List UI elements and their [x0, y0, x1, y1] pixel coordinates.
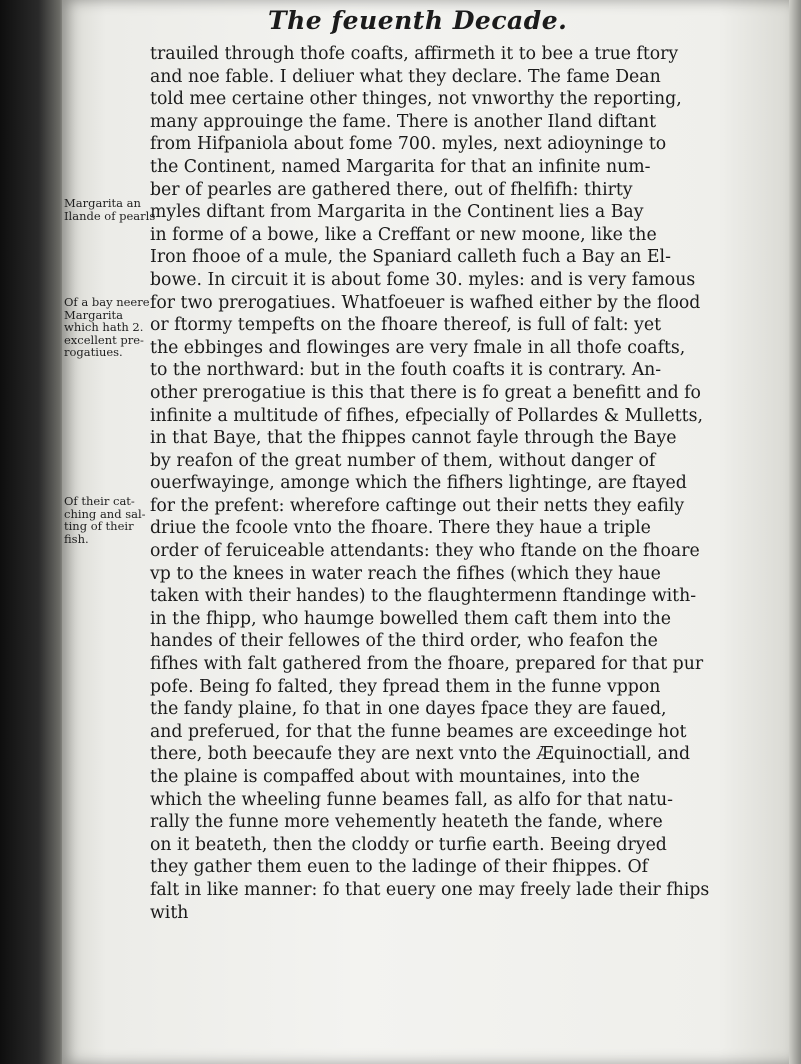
text-line: by reafon of the great number of them, without danger of: [150, 450, 656, 471]
margin-note-fish: [64, 495, 156, 545]
running-head: The feuenth Decade.: [268, 6, 568, 35]
text-line: bowe. In circuit it is about fome 30. myles: and is very famous: [150, 269, 696, 290]
book-gutter: [0, 0, 70, 1064]
text-line: in forme of a bowe, like a Creffant or new moone, like the: [150, 224, 657, 245]
text-line: many approuinge the fame. There is another Iland diftant: [150, 111, 657, 132]
text-line: for two prerogatiues. Whatfoeuer is wafhed either by the flood: [150, 292, 701, 313]
text-line: for the prefent: wherefore caftinge out their netts they eafily: [150, 495, 685, 516]
margin-note-margarita: [64, 197, 156, 222]
text-line: infinite a multitude of fifhes, efpecially of Pollardes & Mulletts,: [150, 405, 703, 426]
text-line: the plaine is compaffed about with mountaines, into the: [150, 767, 640, 787]
text-line: the ebbinges and flowinges are very fmale in all thofe coafts,: [150, 337, 686, 358]
margin-note-line: Margarita an: [64, 196, 141, 210]
text-line: the fandy plaine, fo that in one dayes fpace they are faued,: [150, 699, 667, 720]
text-line: ber of pearles are gathered there, out of fhelfifh: thirty: [150, 179, 633, 200]
text-line: there, both beecaufe they are next vnto the Æquinoctiall, and: [150, 744, 691, 765]
margin-note-line: Of their cat-: [64, 494, 135, 508]
margin-note-line: excellent pre-: [64, 332, 144, 347]
margin-note-line: fish.: [64, 531, 89, 546]
text-line: vp to the knees in water reach the fifhes (which they haue: [150, 563, 661, 584]
text-line: they gather them euen to the ladinge of their fhippes. Of: [150, 857, 649, 878]
text-line: with: [150, 902, 189, 923]
text-line: and noe fable. I deliuer what they declare. The fame Dean: [150, 66, 661, 87]
margin-note-bay: [64, 296, 156, 359]
text-line: told mee certaine other thinges, not vnworthy the reporting,: [150, 89, 682, 110]
margin-note-line: Margarita: [64, 307, 123, 322]
margin-note-line: Of a bay neere: [64, 295, 150, 309]
margin-note-line: Ilande of pearls: [64, 208, 156, 223]
text-line: trauiled through thofe coafts, affirmeth it to bee a true ftory: [150, 44, 679, 64]
text-line: in the fhipp, who haumge bowelled them caft them into the: [150, 608, 671, 629]
text-line: pofe. Being fo falted, they fpread them in the funne vppon: [150, 676, 661, 697]
text-line: rally the funne more vehemently heateth the fande, where: [150, 812, 663, 833]
text-line: handes of their fellowes of the third order, who feafon the: [150, 631, 658, 652]
text-line: to the northward: but in the fouth coafts it is contrary. An-: [150, 360, 662, 381]
margin-note-line: ting of their: [64, 519, 134, 533]
text-line: the Continent, named Margarita for that an infinite num-: [150, 156, 651, 177]
text-line: falt in like manner: fo that euery one may freely lade their fhips: [150, 879, 710, 900]
text-line: driue the fcoole vnto the fhoare. There they haue a triple: [150, 518, 651, 539]
text-line: or ftormy tempefts on the fhoare thereof, is full of falt: yet: [150, 315, 662, 336]
text-line: fifhes with falt gathered from the fhoare, prepared for that pur: [150, 654, 704, 675]
margin-note-line: rogatiues.: [64, 345, 123, 359]
text-line: on it beateth, then the cloddy or turfie earth. Beeing dryed: [150, 834, 667, 855]
text-line: order of feruiceable attendants: they who ftande on the fhoare: [150, 541, 700, 562]
text-line: which the wheeling funne beames fall, as alfo for that natu-: [150, 789, 673, 810]
text-line: from Hifpaniola about fome 700. myles, next adioyninge to: [150, 134, 667, 155]
text-line: and preferued, for that the funne beames are exceedinge hot: [150, 721, 687, 742]
text-line: other prerogatiue is this that there is fo great a benefitt and fo: [150, 382, 701, 403]
page-right-edge: [789, 0, 801, 1064]
margin-note-line: ching and sal-: [64, 506, 146, 521]
text-line: taken with their handes) to the flaughtermenn ftandinge with-: [150, 586, 697, 607]
margin-note-line: which hath 2.: [64, 320, 144, 334]
text-line: in that Baye, that the fhippes cannot fayle through the Baye: [150, 428, 677, 449]
body-text: [150, 43, 790, 924]
text-line: ouerfwayinge, amonge which the fifhers lightinge, are ftayed: [150, 473, 687, 494]
text-line: myles diftant from Margarita in the Continent lies a Bay: [150, 202, 644, 223]
text-line: Iron fhooe of a mule, the Spaniard calleth fuch a Bay an El-: [150, 247, 671, 268]
